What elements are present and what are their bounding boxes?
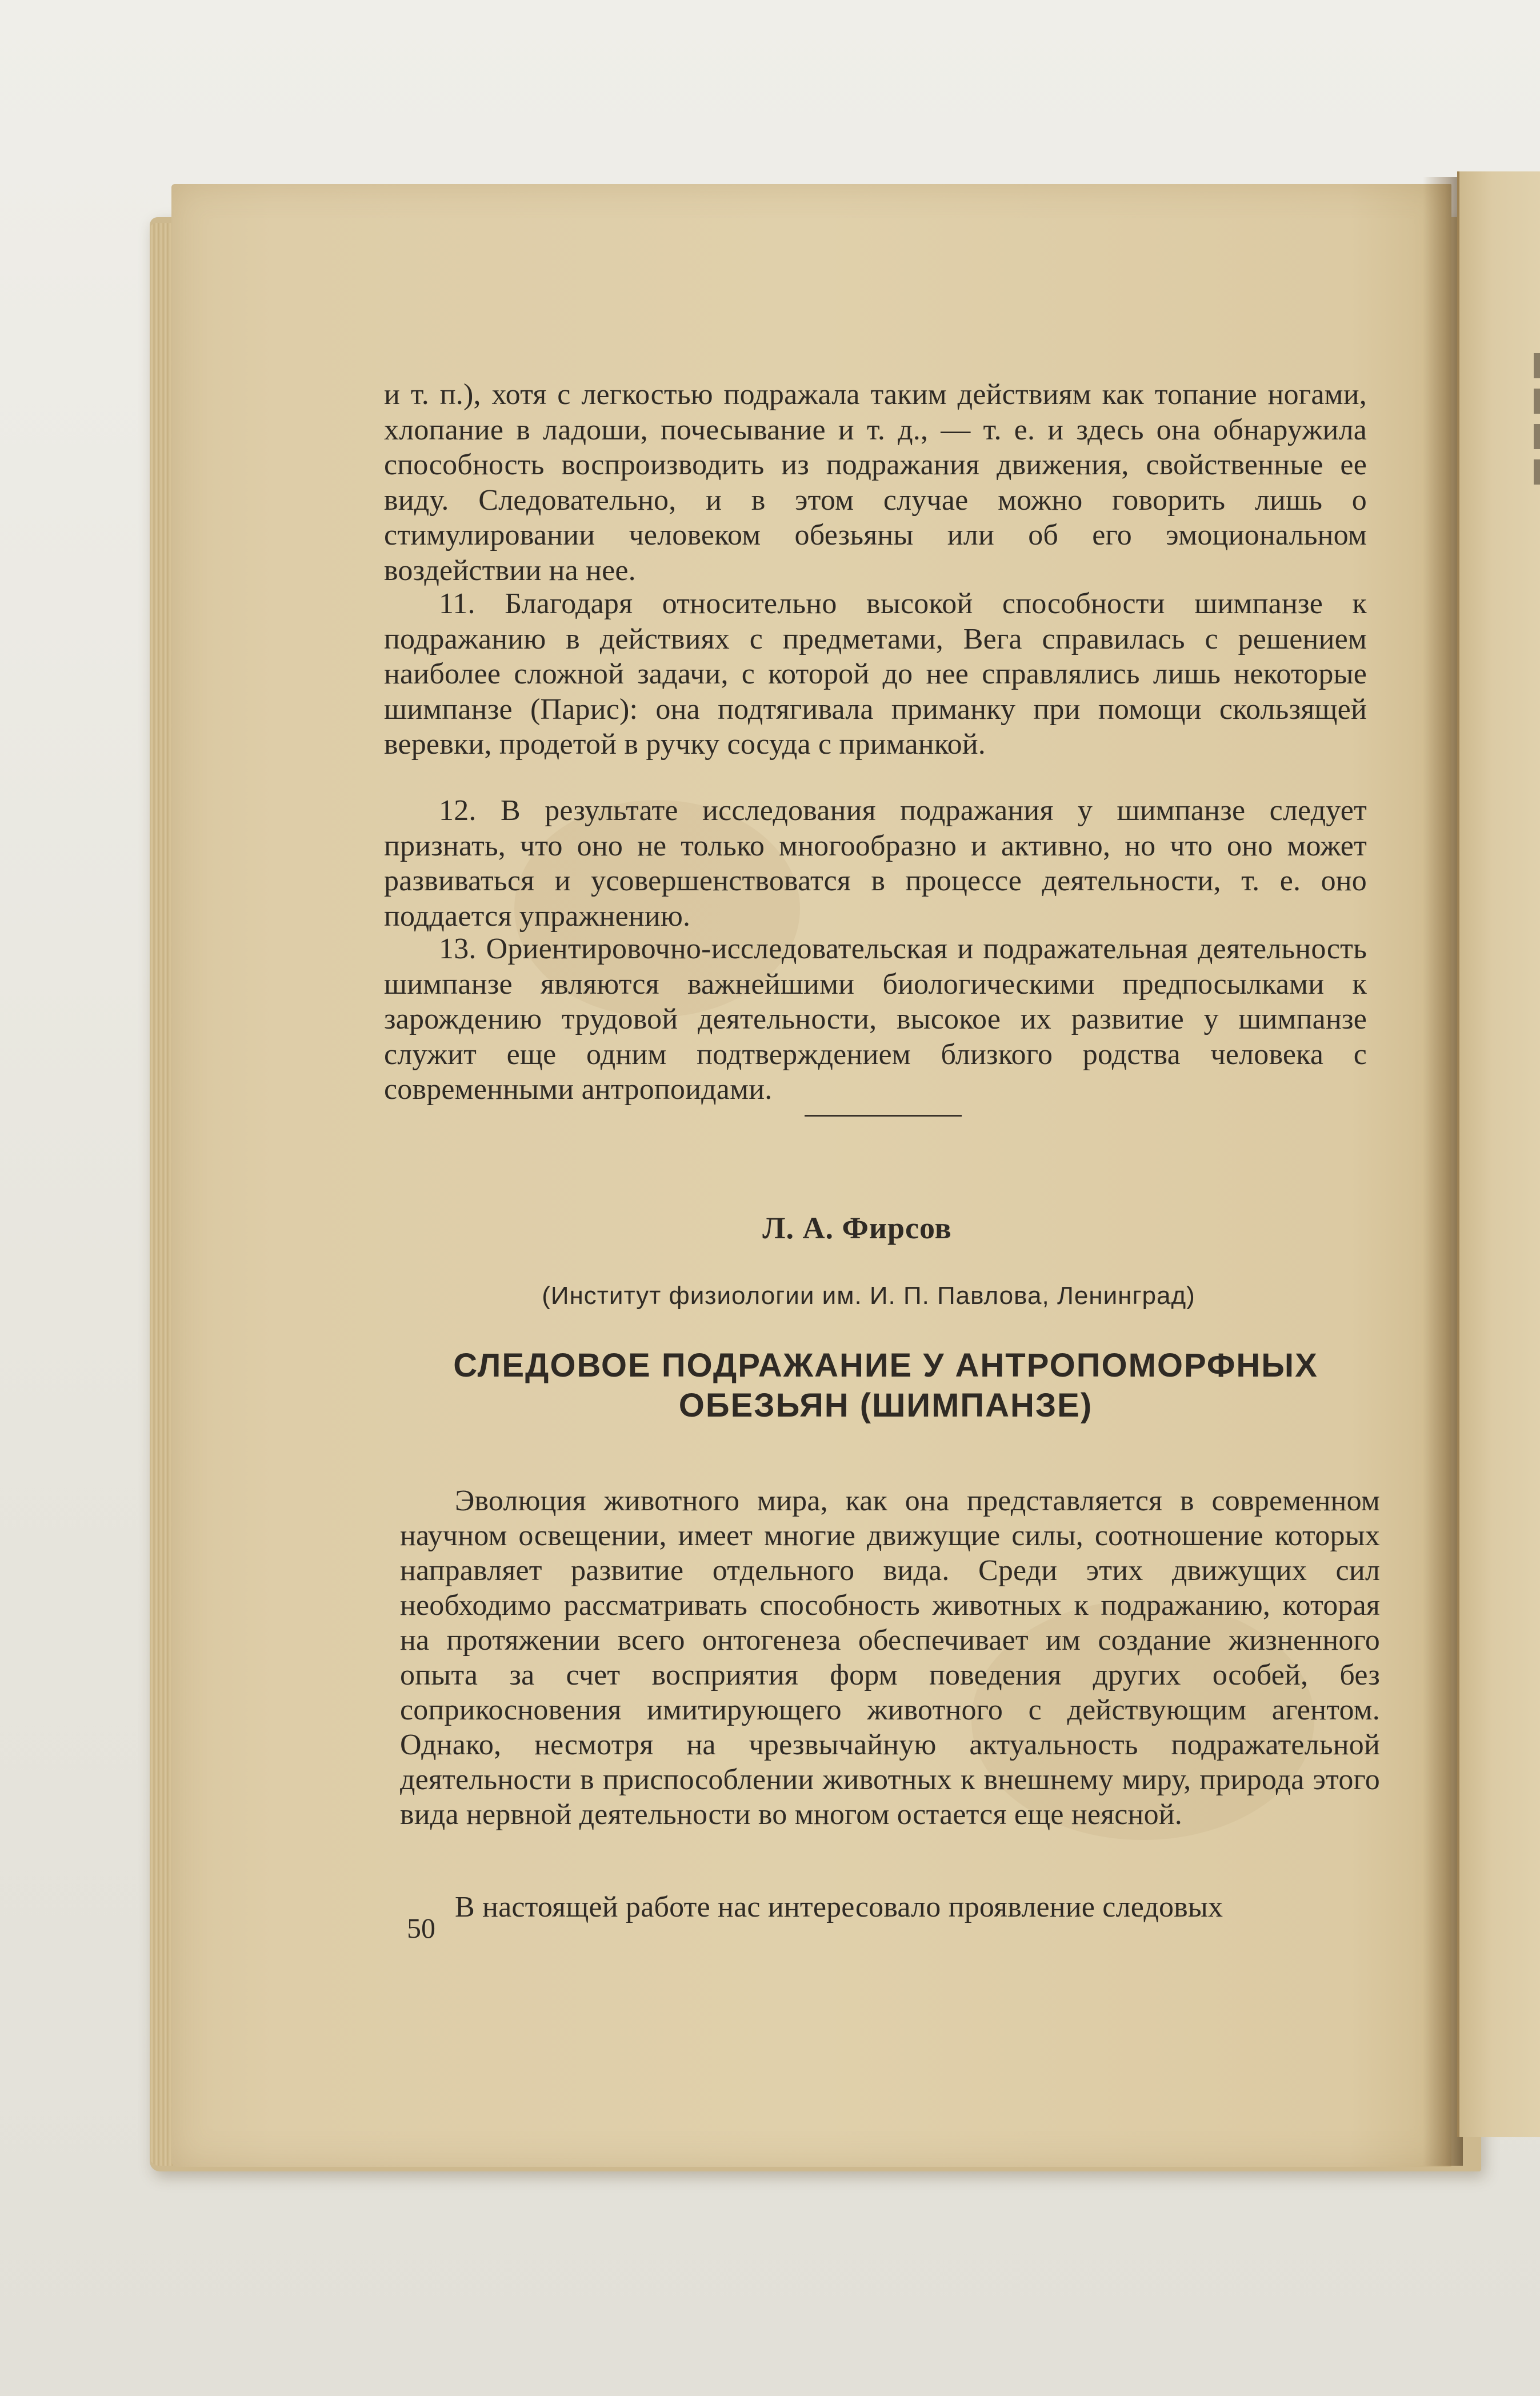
article-title [400, 1346, 1371, 1426]
article-continuation-line: В настоящей работе нас интересовало проявление следовых [455, 1891, 1223, 1923]
section-separator [805, 1115, 962, 1117]
paragraph-13: 13. Ориентировочно-исследовательская и подражательная деятельность шимпанзе являются важнейшими биологическими предпосылками к зарождению трудовой деятельности, высокое их развитие у шимпанзе служит еще одним подтверждением близкого родства человека с современными антропоидами. [384, 933, 1367, 1106]
article-author: Л. А. Фирсов [762, 1211, 952, 1245]
article-intro-paragraph: Эволюция животного мира, как она представляется в современном научном освещении, имеет многие движущие силы, соотношение которых направляет развитие отдельного вида. Среди этих движущих сил необходимо рассматривать способность животных к подражанию, которая на протяжении всего онтогенеза обеспечивает им создание жизненного опыта за счет восприятия форм поведения других особей, без соприкосновения имитирующего животного с действующим агентом. Однако, несмотря на чрезвычайную актуальность подражательной деятельности в приспособлении животных к внешнему миру, природа этого вида нервной деятельности во многом остается еще неясной. [400, 1485, 1380, 1831]
paragraph-continuation: и т. п.), хотя с легкостью подражала таким действиям как топание ногами, хлопание в ладоши, почесывание и т. д., — т. е. и здесь она обнаружила способность воспроизводить из подражания движения, свойственные ее виду. Следовательно, и в этом случае можно говорить лишь о стимулировании человеком обезьяны или об его эмоциональном воздействии на нее. [384, 378, 1367, 587]
paragraph-12: 12. В результате исследования подражания у шимпанзе следует признать, что оно не только многообразно и активно, но что оно может развиваться и усовершенствоватся в процессе деятельности, т. е. оно поддается упражнению. [384, 794, 1367, 933]
article-title-line-1: СЛЕДОВОЕ ПОДРАЖАНИЕ У АНТРОПОМОРФНЫХ [453, 1347, 1318, 1384]
page-number: 50 [407, 1912, 435, 1944]
paragraph-11: 11. Благодаря относительно высокой способности шимпанзе к подражанию в действиях с предметами, Вега справилась с решением наиболее сложной задачи, с которой до нее справлялись лишь некоторые шимпанзе (Парис): она подтягивала приманку при помощи скользящей веревки, продетой в ручку сосуда с приманкой. [384, 587, 1367, 761]
article-title-line-2: ОБЕЗЬЯН (ШИМПАНЗЕ) [678, 1387, 1093, 1424]
article-institute: (Институт физиологии им. И. П. Павлова, Ленинград) [542, 1282, 1195, 1310]
